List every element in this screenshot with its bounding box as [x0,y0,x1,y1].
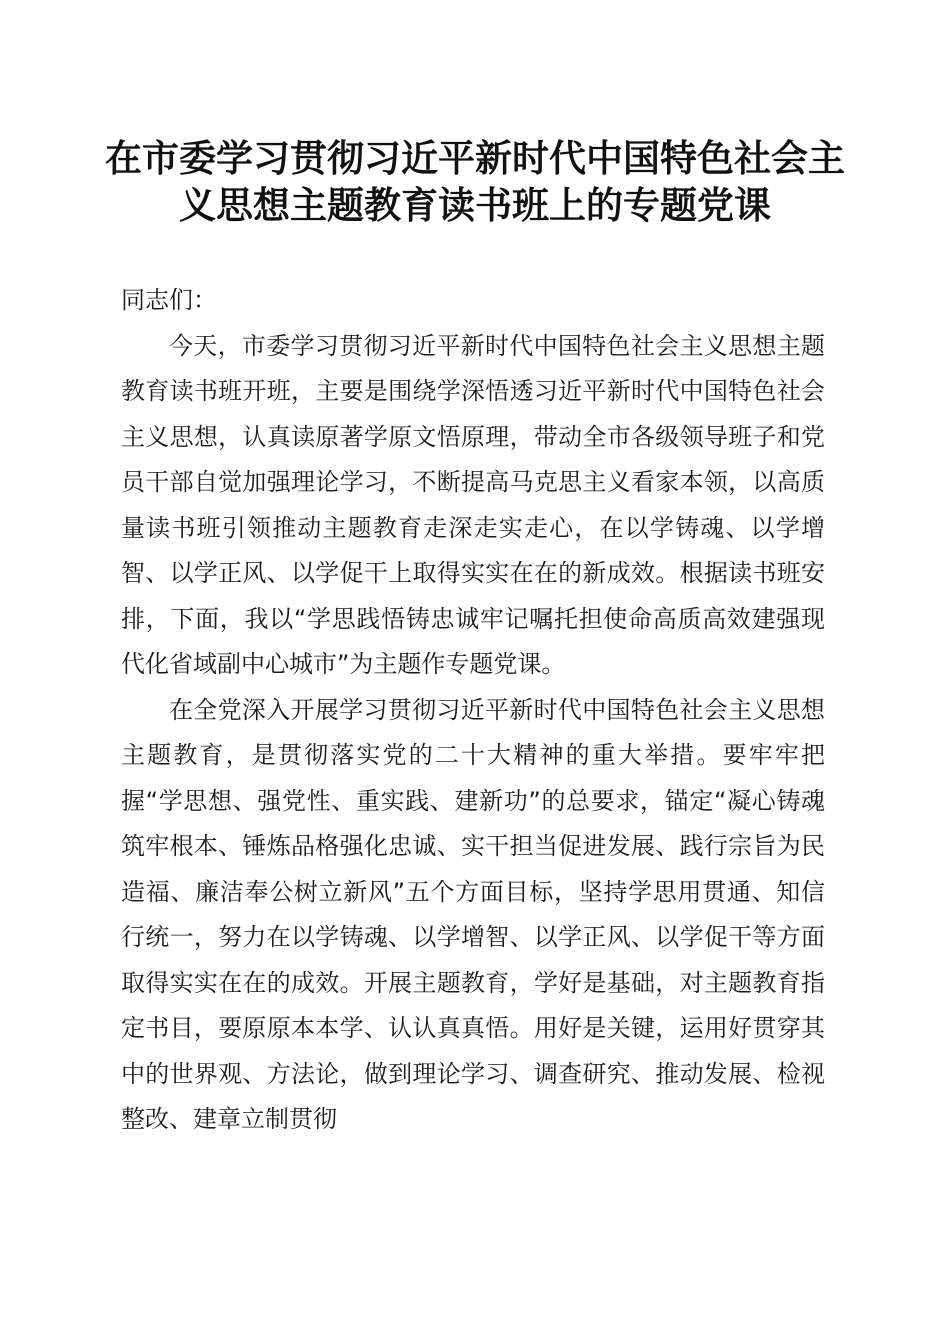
document-title [100,135,850,229]
title-line-2: 义思想主题教育读书班上的专题党课 [179,183,771,227]
salutation: 同志们： [121,286,217,314]
paragraph-1: 今天，市委学习贯彻习近平新时代中国特色社会主义思想主题教育读书班开班，主要是围绕学深悟透习近平新时代中国特色社会主义思想，认真读原著学原文悟原理，带动全市各级领导班子和党员干部自觉加强理论学习，不断提高马克思主义看家本领，以高质量读书班引领推动主题教育走深走实走心，在以学铸魂、以学增智、以学正风、以学促干上取得实实在在的新成效。根据读书班安排，下面，我以“学思践悟铸忠诚牢记嘱托担使命高质高效建强现代化省域副中心城市”为主题作专题党课。 [121,331,825,678]
title-line-1: 在市委学习贯彻习近平新时代中国特色社会主 [105,136,845,180]
document-body [121,278,825,1143]
paragraph-2: 在全党深入开展学习贯彻习近平新时代中国特色社会主义思想主题教育，是贯彻落实党的二十大精神的重大举措。要牢牢把握“学思想、强党性、重实践、建新功”的总要求，锚定“凝心铸魂筑牢根本、锤炼品格强化忠诚、实干担当促进发展、践行宗旨为民造福、廉洁奉公树立新风”五个方面目标，坚持学思用贯通、知信行统一，努力在以学铸魂、以学增智、以学正风、以学促干等方面取得实实在在的成效。开展主题教育，学好是基础，对主题教育指定书目，要原原本本学、认认真真悟。用好是关键，运用好贯穿其中的世界观、方法论，做到理论学习、调查研究、推动发展、检视整改、建章立制贯彻 [121,695,825,1133]
